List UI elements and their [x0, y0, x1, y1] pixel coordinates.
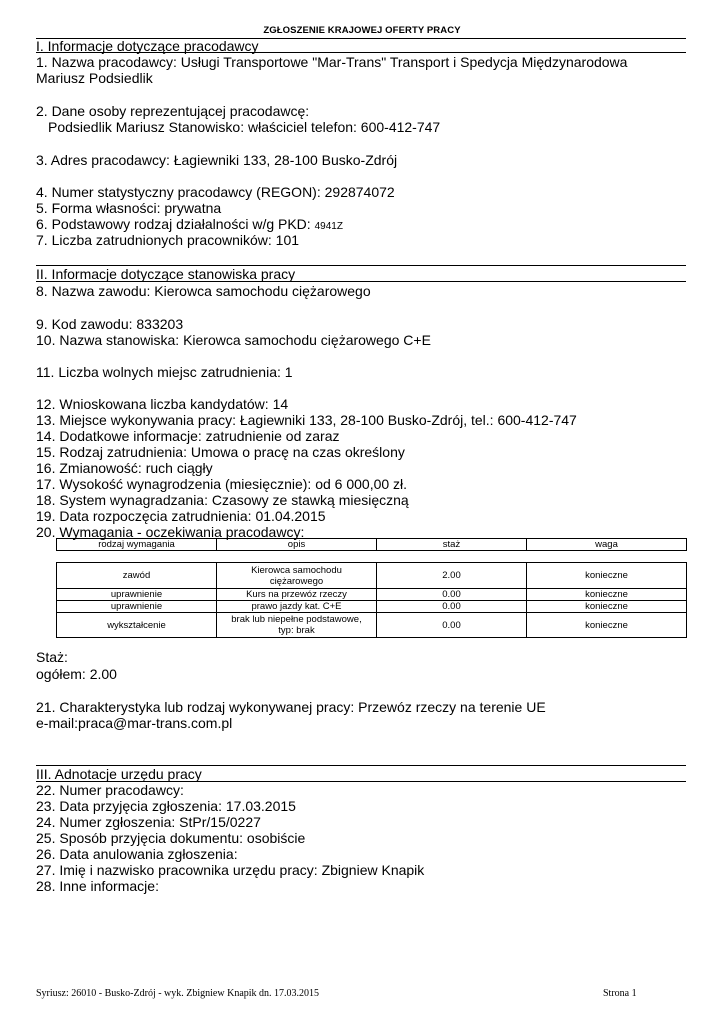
- pkd-label: 6. Podstawowy rodzaj działalności w/g PKD:: [36, 216, 311, 232]
- employer-address: 3. Adres pracodawcy: Łagiewniki 133, 28-100 Busko-Zdrój: [36, 152, 398, 168]
- acceptance-method: 25. Sposób przyjęcia dokumentu: osobiście: [36, 830, 306, 846]
- occupation-name: 8. Nazwa zawodu: Kierowca samochodu ciężarowego: [36, 283, 371, 299]
- requirement-experience: 0.00: [377, 601, 527, 613]
- representative-details: Podsiedlik Mariusz Stanowisko: właściciel telefon: 600-412-747: [48, 119, 441, 135]
- table-row: [57, 563, 687, 589]
- column-header-type: rodzaj wymagania: [57, 539, 217, 551]
- requirement-experience: 2.00: [377, 563, 527, 589]
- column-header-weight: waga: [527, 539, 687, 551]
- requirement-type: uprawnienie: [57, 601, 217, 613]
- column-header-experience: staż: [377, 539, 527, 551]
- salary: 17. Wysokość wynagrodzenia (miesięcznie): od 6 000,00 zł.: [36, 476, 408, 492]
- shift-system: 16. Zmianowość: ruch ciągły: [36, 460, 213, 476]
- submission-number: 24. Numer zgłoszenia: StPr/15/0227: [36, 814, 261, 830]
- column-header-description: opis: [217, 539, 377, 551]
- requirement-weight: konieczne: [527, 601, 687, 613]
- employer-name-line2: Mariusz Podsiedlik: [36, 70, 153, 86]
- employee-count: 7. Liczba zatrudnionych pracowników: 101: [36, 232, 300, 248]
- requirements-header-table: [56, 538, 687, 551]
- office-employee: 27. Imię i nazwisko pracownika urzędu pracy: Zbigniew Knapik: [36, 862, 425, 878]
- section2-heading: II. Informacje dotyczące stanowiska pracy: [36, 266, 296, 282]
- contact-email: e-mail:praca@mar-trans.com.pl: [36, 715, 233, 731]
- employment-type: 15. Rodzaj zatrudnienia: Umowa o pracę na czas określony: [36, 444, 405, 460]
- requirement-description: prawo jazdy kat. C+E: [217, 601, 377, 613]
- acceptance-date: 23. Data przyjęcia zgłoszenia: 17.03.2015: [36, 798, 296, 814]
- document-title: ZGŁOSZENIE KRAJOWEJ OFERTY PRACY: [263, 25, 461, 36]
- additional-info: 14. Dodatkowe informacje: zatrudnienie od zaraz: [36, 428, 340, 444]
- requirement-type: zawód: [57, 563, 217, 589]
- requirements-label: 20. Wymagania - oczekiwania pracodawcy:: [36, 524, 305, 540]
- requirements-table: [56, 562, 687, 638]
- representative-label: 2. Dane osoby reprezentującej pracodawcę:: [36, 103, 310, 119]
- requirement-type: uprawnienie: [57, 589, 217, 601]
- regon-number: 4. Numer statystyczny pracodawcy (REGON): 292874072: [36, 184, 395, 200]
- other-info: 28. Inne informacje:: [36, 878, 159, 894]
- start-date: 19. Data rozpoczęcia zatrudnienia: 01.04.2015: [36, 508, 326, 524]
- ownership-form: 5. Forma własności: prywatna: [36, 200, 222, 216]
- requirement-weight: konieczne: [527, 589, 687, 601]
- table-row: [57, 589, 687, 601]
- table-row: [57, 613, 687, 638]
- cancellation-date: 26. Data anulowania zgłoszenia:: [36, 846, 238, 862]
- vacancy-count: 11. Liczba wolnych miejsc zatrudnienia: 1: [36, 364, 293, 380]
- position-name: 10. Nazwa stanowiska: Kierowca samochodu ciężarowego C+E: [36, 332, 431, 348]
- employer-name-line1: 1. Nazwa pracodawcy: Usługi Transportowe "Mar-Trans" Transport i Spedycja Międzynarodowa: [36, 54, 628, 70]
- page-number: Strona 1: [603, 988, 637, 999]
- section-divider: [36, 281, 686, 282]
- requirement-experience: 0.00: [377, 589, 527, 601]
- requirement-description: Kierowca samochodu ciężarowego: [217, 563, 377, 589]
- requirement-description: brak lub niepełne podstawowe, typ: brak: [217, 613, 377, 638]
- experience-total: ogółem: 2.00: [36, 666, 117, 682]
- footer-info: Syriusz: 26010 - Busko-Zdrój - wyk. Zbigniew Knapik dn. 17.03.2015: [36, 988, 320, 999]
- experience-label: Staż:: [36, 649, 68, 665]
- requirement-weight: konieczne: [527, 563, 687, 589]
- employer-number: 22. Numer pracodawcy:: [36, 782, 184, 798]
- section3-heading: III. Adnotacje urzędu pracy: [36, 766, 202, 782]
- requirement-description: Kurs na przewóz rzeczy: [217, 589, 377, 601]
- work-location: 13. Miejsce wykonywania pracy: Łagiewniki 133, 28-100 Busko-Zdrój, tel.: 600-412-747: [36, 412, 577, 428]
- section1-heading: I. Informacje dotyczące pracodawcy: [36, 38, 259, 54]
- candidate-count: 12. Wnioskowana liczba kandydatów: 14: [36, 396, 289, 412]
- pay-system: 18. System wynagradzania: Czasowy ze stawką miesięczną: [36, 492, 409, 508]
- requirement-type: wykształcenie: [57, 613, 217, 638]
- job-characteristics: 21. Charakterystyka lub rodzaj wykonywanej pracy: Przewóz rzeczy na terenie UE: [36, 699, 546, 715]
- pkd-code: 4941Z: [314, 221, 343, 232]
- section-divider: [36, 52, 686, 53]
- occupation-code: 9. Kod zawodu: 833203: [36, 316, 184, 332]
- requirement-weight: konieczne: [527, 613, 687, 638]
- table-row: [57, 601, 687, 613]
- requirement-experience: 0.00: [377, 613, 527, 638]
